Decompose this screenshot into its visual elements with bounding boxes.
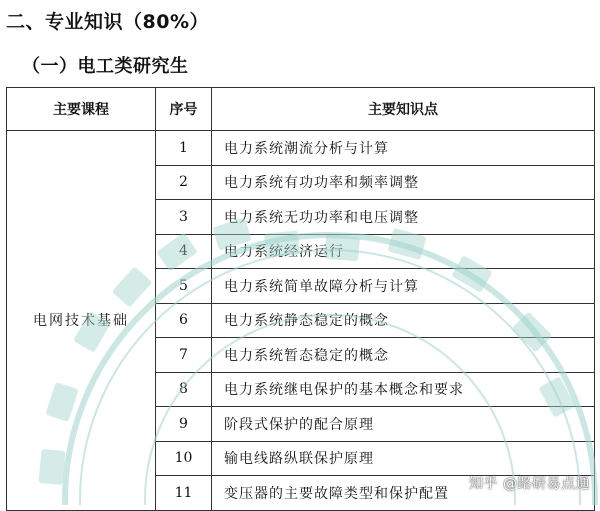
row-number: 3 [156,200,212,235]
knowledge-point: 阶段式保护的配合原理 [212,407,595,442]
row-number: 8 [156,372,212,407]
knowledge-point: 电力系统继电保护的基本概念和要求 [212,372,595,407]
row-number: 1 [156,131,212,166]
row-number: 5 [156,269,212,304]
table-header-row [7,88,595,131]
row-number: 6 [156,303,212,338]
row-number: 11 [156,476,212,511]
source-credit: 知乎 @路研易点通 [469,476,590,492]
knowledge-point: 变压器的主要故障类型和保护配置 [212,476,595,511]
header-number: 序号 [156,88,212,131]
row-number: 4 [156,234,212,269]
knowledge-point: 电力系统潮流分析与计算 [212,131,595,166]
header-course: 主要课程 [7,88,156,131]
knowledge-point: 电力系统经济运行 [212,234,595,269]
knowledge-point: 电力系统有功功率和频率调整 [212,165,595,200]
row-number: 7 [156,338,212,373]
table-row [7,131,595,166]
course-name: 电网技术基础 [7,131,156,511]
row-number: 10 [156,441,212,476]
knowledge-point: 电力系统无功功率和电压调整 [212,200,595,235]
row-number: 2 [156,165,212,200]
knowledge-point: 电力系统暂态稳定的概念 [212,338,595,373]
row-number: 9 [156,407,212,442]
knowledge-point: 电力系统静态稳定的概念 [212,303,595,338]
header-points: 主要知识点 [212,88,595,131]
knowledge-point: 电力系统简单故障分析与计算 [212,269,595,304]
subsection-title: （一）电工类研究生 [22,56,189,77]
section-title: 二、专业知识（80%） [6,11,209,33]
knowledge-point: 输电线路纵联保护原理 [212,441,595,476]
knowledge-table [6,87,595,511]
